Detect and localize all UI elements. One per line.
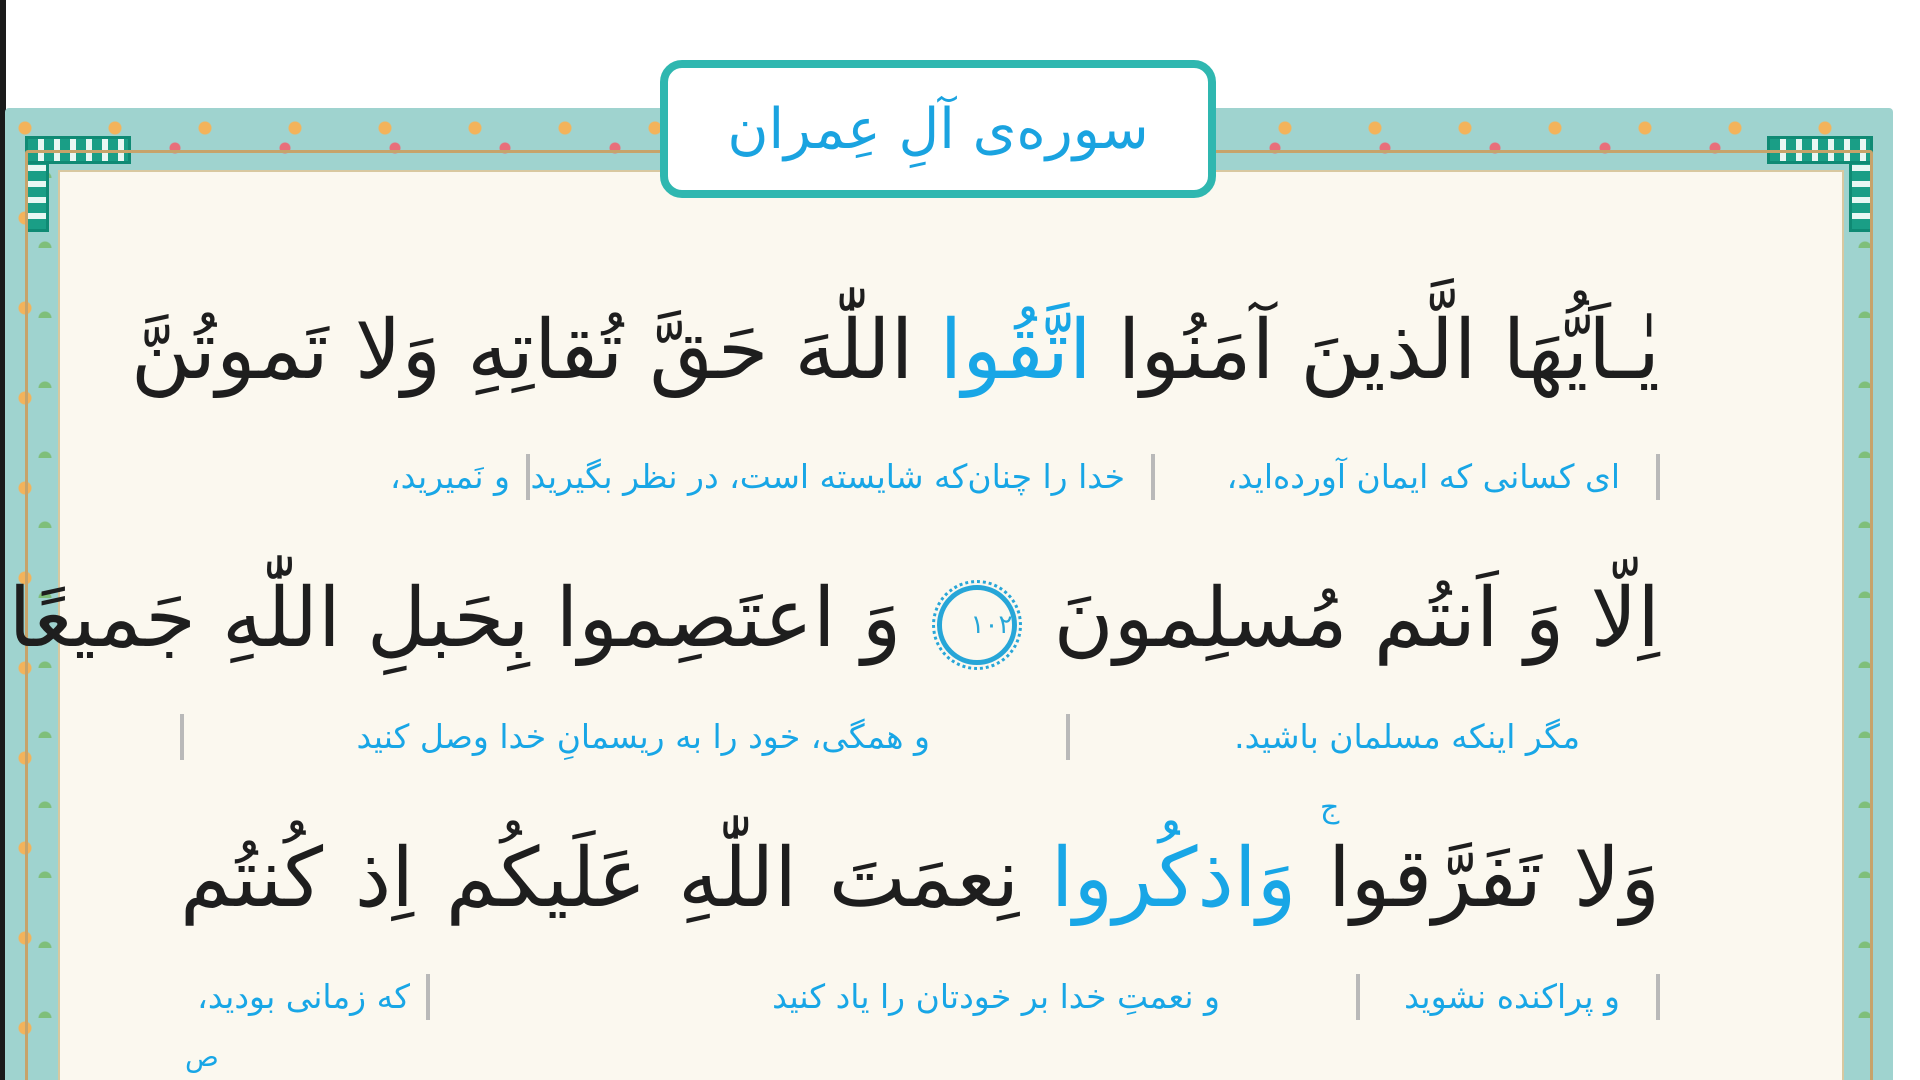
ayah-number-marker: ۱۰۲: [937, 585, 1017, 665]
verse-word: یٰـاَیُّهَا: [1502, 303, 1660, 398]
verse-word: نِعمَتَ اللّٰهِ عَلَیکُم اِذ کُنتُم: [180, 831, 1020, 926]
translation-segment: که زمانی بودید،: [197, 977, 410, 1016]
surah-title-box: [660, 60, 1216, 198]
translation-segment: و همگی، خود را به ریسمانِ خدا وصل کنید: [356, 717, 930, 756]
translation-segment: و پراکنده نشوید: [1404, 977, 1620, 1016]
translation-row-1: [180, 452, 1660, 502]
translation-divider: [526, 454, 530, 500]
translation-segment: و نَمیرید،: [389, 457, 510, 496]
translation-segment: ای کسانی که ایمان آورده‌اید،: [1226, 457, 1620, 496]
translation-row-2: [180, 712, 1660, 762]
surah-title: سوره‌ی آلِ عِمران: [727, 96, 1149, 162]
translation-segment: و نعمتِ خدا بر خودتان را یاد کنید: [772, 977, 1220, 1016]
translation-divider: [1151, 454, 1155, 500]
waqf-mark: ج: [1320, 790, 1340, 825]
translation-segment: خدا را چنان‌که شایسته است، در نظر بگیرید: [530, 457, 1125, 496]
verse-word-highlighted: وَاذکُروا: [1050, 831, 1297, 926]
verse-line-1: [130, 303, 1660, 398]
translation-divider: [426, 974, 430, 1020]
verse-word: اِلّا وَ اَنتُم مُسلِمونَ: [1053, 571, 1660, 666]
verse-line-2: [8, 571, 1660, 666]
verse-line-3: [180, 831, 1660, 926]
translation-divider: [1656, 454, 1660, 500]
verse-word: الَّذینَ آمَنُوا: [1117, 303, 1477, 398]
footer-waqf-mark: ص: [185, 1040, 219, 1073]
translation-divider: [1356, 974, 1360, 1020]
verse-word: وَلا تَفَرَّقوا: [1328, 831, 1660, 926]
verse-word: بِحَبلِ اللّٰهِ جَمیعًا: [8, 571, 530, 666]
translation-divider: [1066, 714, 1070, 760]
translation-row-3: [180, 972, 1660, 1022]
translation-segment: مگر اینکه مسلمان باشید.: [1234, 717, 1580, 756]
translation-divider: [1656, 974, 1660, 1020]
verse-word: اللّٰهَ حَقَّ تُقاتِهِ وَلا تَموتُنَّ: [130, 303, 914, 398]
translation-divider: [180, 714, 184, 760]
verse-word-highlighted: اتَّقُوا: [939, 303, 1092, 398]
verse-word: وَ اعتَصِموا: [555, 571, 902, 666]
